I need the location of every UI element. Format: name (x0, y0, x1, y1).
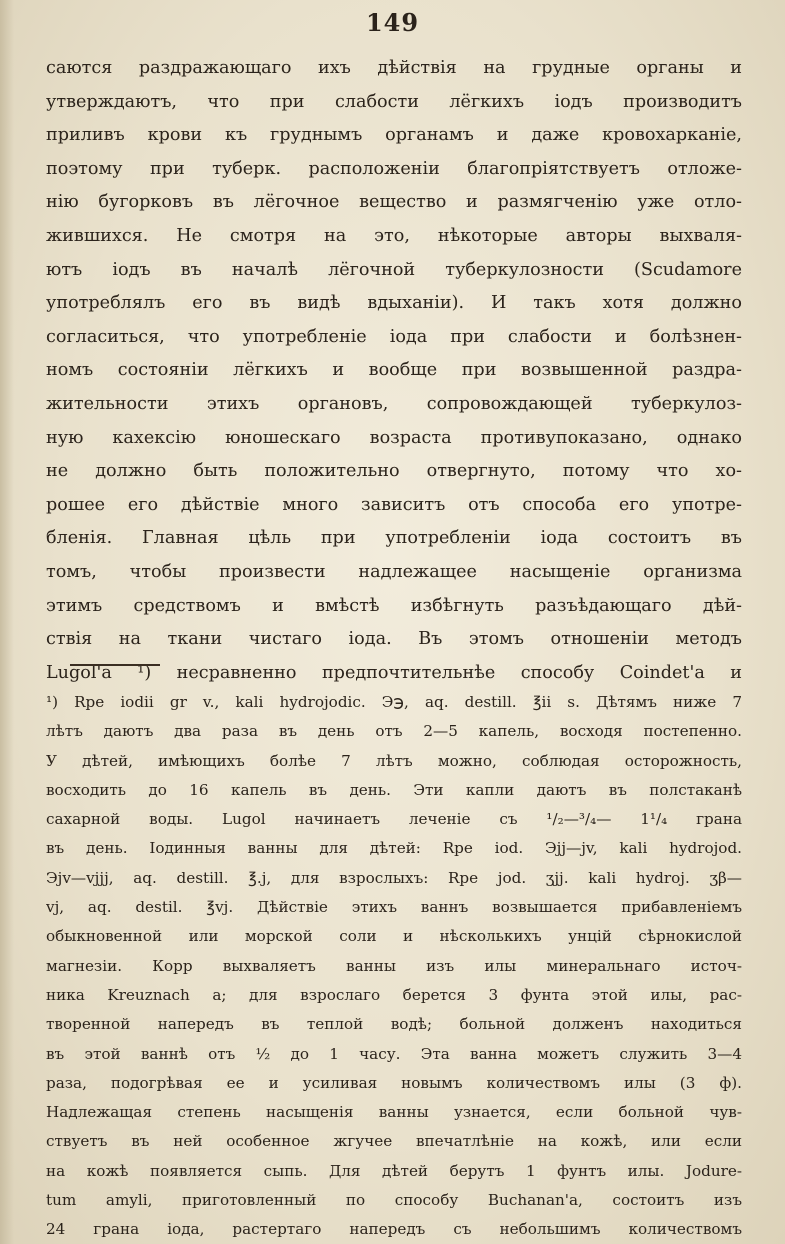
footnote-line: ¹) Rpe iodii gr v., kali hydrojodic. Э℈, aq. destill. ℥ii s. Дѣтямъ ниже 7 (46, 693, 742, 711)
text-line: Lugol'а ¹) несравненно предпочтительнѣе способу Coindet'а и (46, 662, 742, 683)
text-line: употреблялъ его въ видѣ вдыханіи). И такъ хотя должно (46, 293, 742, 314)
text-line: номъ состояніи лёгкихъ и вообще при возвышенной раздра- (46, 360, 742, 381)
footnote-line: лѣтъ даютъ два раза въ день отъ 2—5 капель, восходя постепенно. (46, 722, 742, 741)
text-line: жительности этихъ органовъ, сопровождающей туберкулоз- (46, 393, 742, 414)
footnote-line: сахарной воды. Lugol начинаетъ леченіе съ ¹/₂—³/₄— 1¹/₄ грана (46, 810, 742, 829)
text-line: ютъ іодъ въ началѣ лёгочной туберкулозности (Scudamore (46, 259, 742, 280)
footnote-line: tum amyli, приготовленный по способу Buchanan'а, состоитъ изъ (46, 1191, 742, 1210)
footnote-line: въ этой ваннѣ отъ ½ до 1 часу. Эта ванна можетъ служить 3—4 (46, 1044, 742, 1063)
text-line: этимъ средствомъ и вмѣстѣ избѣгнуть разъѣдающаго дѣй- (46, 595, 742, 616)
text-line: ствія на ткани чистаго іода. Въ этомъ отношеніи методъ (46, 629, 742, 650)
text-line: рошее его дѣйствіе много зависитъ отъ способа его употре- (46, 494, 742, 515)
footnote-line: ствуетъ въ ней особенное жгучее впечатлѣніе на кожѣ, или если (46, 1132, 742, 1151)
text-line: приливъ крови къ груднымъ органамъ и даже кровохарканіе, (46, 125, 742, 146)
page-number: 149 (365, 8, 420, 37)
footnote-line: ника Kreuznach а; для взрослаго берется 3 фунта этой илы, рас- (46, 985, 742, 1004)
text-line: ную кахексію юношескаго возраста противупоказано, однако (46, 427, 742, 448)
text-line: поэтому при туберк. расположеніи благопріятствуетъ отложе- (46, 158, 742, 179)
footnote-line: восходить до 16 капель въ день. Эти капли даютъ въ полстаканѣ (46, 780, 742, 799)
footnote-line: Надлежащая степень насыщенія ванны узнается, если больной чув- (46, 1103, 742, 1122)
text-line: жившихся. Не смотря на это, нѣкоторые авторы выхваля- (46, 225, 742, 246)
footnote-line: на кожѣ появляется сыпь. Для дѣтей берутъ 1 фунтъ илы. Jodure- (46, 1161, 742, 1180)
footnote-line: обыкновенной или морской соли и нѣсколькихъ унцій сѣрнокислой (46, 927, 742, 946)
footnote-line: У дѣтей, имѣющихъ болѣе 7 лѣтъ можно, соблюдая осторожность, (46, 751, 742, 770)
text-line: томъ, чтобы произвести надлежащее насыщеніе организма (46, 561, 742, 582)
footnote-line: 24 грана іода, растертаго напередъ съ небольшимъ количествомъ (46, 1220, 742, 1239)
footnotes (46, 688, 742, 1244)
text-line: не должно быть положительно отвергнуто, потому что хо- (46, 461, 742, 482)
page-edge-shadow (0, 0, 14, 1244)
main-text (46, 52, 742, 690)
text-line: согласиться, что употребленіе іода при слабости и болѣзнен- (46, 326, 742, 347)
text-line: нію бугорковъ въ лёгочное вещество и размягченію уже отло- (46, 192, 742, 213)
text-line: бленія. Главная цѣль при употребленіи іода состоитъ въ (46, 528, 742, 549)
footnote-divider (70, 664, 160, 666)
text-line: саются раздражающаго ихъ дѣйствія на грудные органы и (46, 58, 742, 78)
footnote-line: раза, подогрѣвая ее и усиливая новымъ количествомъ илы (3 ф). (46, 1073, 742, 1092)
footnote-line: въ день. Іодинныя ванны для дѣтей: Rpe iod. Эjj—jv, kali hydrojod. (46, 839, 742, 858)
footnote-line: vj, aq. destil. ℥vj. Дѣйствіе этихъ ваннъ возвышается прибавленіемъ (46, 898, 742, 917)
footnote-line: творенной напередъ въ теплой водѣ; больной долженъ находиться (46, 1015, 742, 1034)
text-line: утверждаютъ, что при слабости лёгкихъ іодъ производитъ (46, 91, 742, 112)
footnote-line: магнезіи. Корр выхваляетъ ванны изъ илы минеральнаго источ- (46, 956, 742, 975)
footnote-line: Эjv—vjjj, aq. destill. ℥.j, для взрослыхъ: Rpe jod. ʒjj. kali hydroj. ʒβ— (46, 868, 742, 887)
